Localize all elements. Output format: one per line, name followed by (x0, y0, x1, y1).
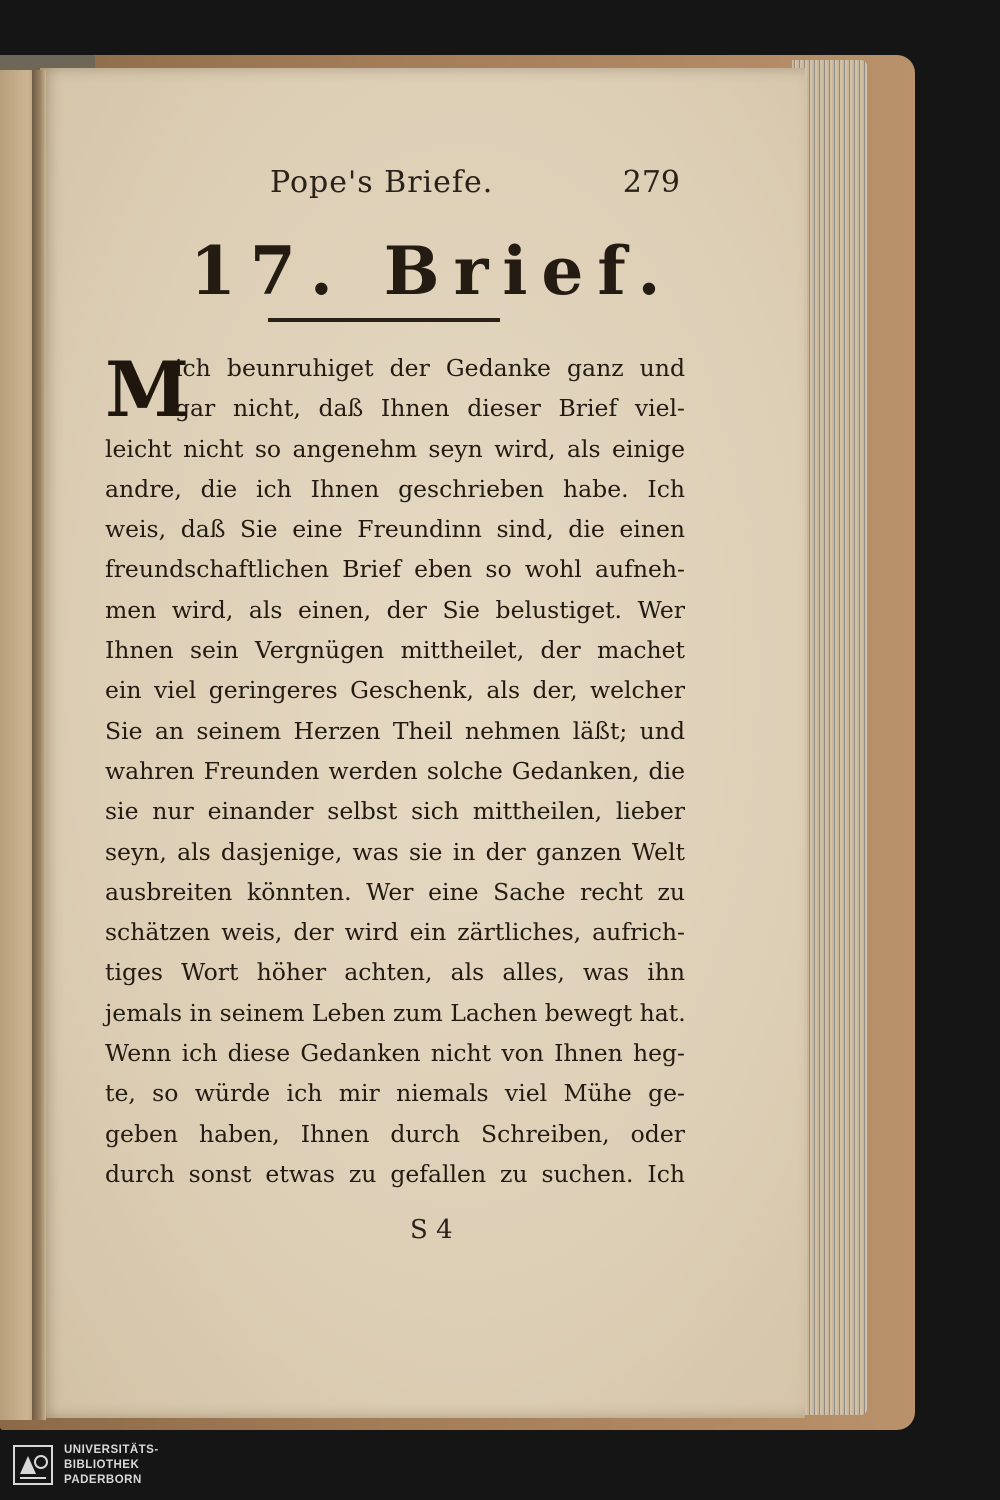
library-logo (12, 1440, 192, 1492)
text-line: te, so würde ich mir niemals viel Mühe ge- (105, 1079, 685, 1108)
running-head (230, 165, 680, 205)
text-line: freundschaftlichen Brief eben so wohl aufneh- (105, 555, 685, 584)
text-line: gar nicht, daß Ihnen dieser Brief viel- (175, 394, 685, 423)
text-line: ausbreiten könnten. Wer eine Sache recht zu (105, 877, 685, 906)
text-line: schätzen weis, der wird ein zärtliches, aufrich- (105, 918, 685, 947)
text-line: Sie an seinem Herzen Theil nehmen läßt; und (105, 716, 685, 745)
library-logo-text (64, 1443, 159, 1488)
text-line: tiges Wort höher achten, als alles, was ihn (105, 958, 685, 987)
text-line: seyn, als dasjenige, was sie in der ganzen Welt (105, 837, 685, 866)
library-logo-icon (12, 1444, 54, 1486)
logo-line: PADERBORN (64, 1474, 142, 1486)
text-line: geben haben, Ihnen durch Schreiben, oder (105, 1119, 685, 1148)
book-gutter (32, 70, 46, 1420)
body-text (105, 345, 686, 1194)
logo-line: UNIVERSITÄTS- (64, 1444, 159, 1456)
letter-heading: 17. Brief. (190, 232, 675, 310)
running-title: Pope's Briefe. (270, 165, 494, 200)
text-line: sie nur einander selbst sich mittheilen, lieber (105, 797, 685, 826)
text-line: wahren Freunden werden solche Gedanken, die (105, 756, 685, 785)
text-line: andre, die ich Ihnen geschrieben habe. Ich (105, 474, 685, 503)
text-line: Ihnen sein Vergnügen mittheilet, der machet (105, 636, 685, 665)
text-line: weis, daß Sie eine Freundinn sind, die einen (105, 515, 685, 544)
text-line: Wenn ich diese Gedanken nicht von Ihnen heg- (105, 1039, 685, 1068)
text-line: ich beunruhiget der Gedanke ganz und (175, 354, 685, 382)
text-line: jemals in seinem Leben zum Lachen bewegt hat. (105, 998, 686, 1027)
heading-rule (268, 318, 500, 322)
drop-cap: M (105, 345, 190, 434)
signature-mark: S 4 (410, 1215, 453, 1245)
text-line: ein viel geringeres Geschenk, als der, welcher (105, 676, 685, 705)
text-line: durch sonst etwas zu gefallen zu suchen. Ich (105, 1159, 685, 1188)
text-line: leicht nicht so angenehm seyn wird, als einige (105, 434, 685, 463)
logo-line: BIBLIOTHEK (64, 1459, 140, 1471)
text-line: men wird, als einen, der Sie belustiget. Wer (105, 595, 685, 624)
page-number: 279 (622, 165, 680, 200)
